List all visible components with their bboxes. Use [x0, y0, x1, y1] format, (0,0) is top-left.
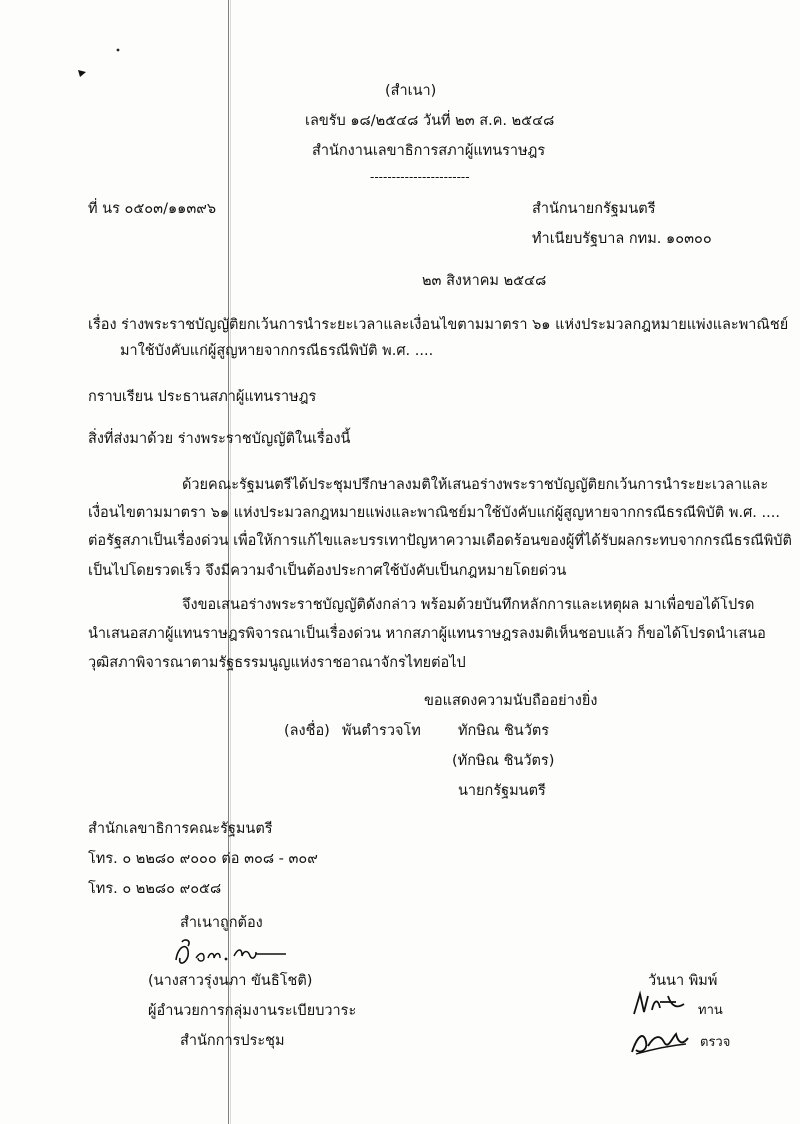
typist-role: ทาน	[698, 1003, 723, 1018]
letter-date: ๒๓ สิงหาคม ๒๕๔๘	[422, 273, 547, 289]
subject-line-1: เรื่อง ร่างพระราชบัญญัติยกเว้นการนำระยะเวลาและเงื่อนไขตามมาตรา ๖๑ แห่งประมวลกฎหมายแพ่งและพาณิชย์	[88, 317, 789, 333]
checker-initials-signature	[626, 1024, 696, 1060]
typist-initials-signature	[628, 988, 698, 1022]
body-p1-line-3: ต่อรัฐสภาเป็นเรื่องด่วน เพื่อให้การแก้ไขและบรรเทาปัญหาความเดือดร้อนของผู้ที่ได้รับผลกระทบจากกรณีธรณีพิบัติ	[88, 533, 792, 549]
body-p2-line-2: นำเสนอสภาผู้แทนราษฎรพิจารณาเป็นเรื่องด่วน หากสภาผู้แทนราษฎรลงมติเห็นชอบแล้ว ก็ขอได้โปรดนำเสนอ	[88, 626, 766, 642]
certified-copy-label: สำเนาถูกต้อง	[180, 915, 263, 931]
body-p1-line-1: ด้วยคณะรัฐมนตรีได้ประชุมปรึกษาลงมติให้เสนอร่างพระราชบัญญัติยกเว้นการนำระยะเวลาและ	[182, 477, 769, 493]
certifier-position: ผู้อำนวยการกลุ่มงานระเบียบวาระ	[148, 1003, 357, 1019]
contact-fax: โทร. ๐ ๒๒๘๐ ๙๐๕๘	[88, 881, 222, 897]
body-p1-line-2: เงื่อนไขตามมาตรา ๖๑ แห่งประมวลกฎหมายแพ่งและพาณิชย์มาใช้บังคับแก่ผู้สูญหายจากกรณีธรณีพิบัติ พ.ศ. ....	[88, 505, 780, 521]
reference-number: ที่ นร ๐๕๐๓/๑๑๓๙๖	[88, 201, 217, 217]
typist-label: วันนา พิมพ์	[648, 973, 718, 989]
certifier-name: (นางสาวรุ่งนภา ขันธิโชติ)	[148, 973, 313, 989]
body-p1-line-4: เป็นไปโดยรวดเร็ว จึงมีความจำเป็นต้องประกาศใช้บังคับเป็นกฎหมายโดยด่วน	[88, 563, 567, 579]
signer-rank: พันตำรวจโท	[342, 723, 421, 739]
subject-line-2: มาใช้บังคับแก่ผู้สูญหายจากกรณีธรณีพิบัติ พ.ศ. ....	[120, 343, 434, 359]
enclosure: สิ่งที่ส่งมาด้วย ร่างพระราชบัญญัติในเรื่องนี้	[88, 431, 351, 447]
salutation: กราบเรียน ประธานสภาผู้แทนราษฎร	[88, 389, 317, 405]
receipt-line: เลขรับ ๑๘/๒๕๔๘ วันที่ ๒๓ ส.ค. ๒๕๔๘	[305, 113, 555, 129]
contact-office: สำนักเลขาธิการคณะรัฐมนตรี	[88, 821, 273, 837]
sender-office: สำนักนายกรัฐมนตรี	[532, 201, 656, 217]
certifier-signature	[168, 934, 298, 974]
signer-name-parenthesized: (ทักษิณ ชินวัตร)	[452, 753, 555, 769]
body-p2-line-3: วุฒิสภาพิจารณาตามรัฐธรรมนูญแห่งราชอาณาจักรไทยต่อไป	[88, 655, 466, 671]
sender-address: ทำเนียบรัฐบาล กทม. ๑๐๓๐๐	[532, 231, 712, 247]
copy-label: (สำเนา)	[385, 83, 437, 99]
scan-speck-marks	[70, 40, 130, 90]
signer-name: ทักษิณ ชินวัตร	[458, 723, 550, 739]
header-divider: -----------------------	[370, 170, 470, 184]
signed-label: (ลงชื่อ)	[284, 723, 330, 739]
certifier-department: สำนักการประชุม	[180, 1033, 285, 1049]
closing-regards: ขอแสดงความนับถืออย่างยิ่ง	[424, 693, 598, 709]
checker-role: ตรวจ	[700, 1035, 731, 1050]
office-line: สำนักงานเลขาธิการสภาผู้แทนราษฎร	[312, 143, 546, 159]
contact-phone: โทร. ๐ ๒๒๘๐ ๙๐๐๐ ต่อ ๓๐๘ - ๓๐๙	[88, 851, 318, 867]
signer-title: นายกรัฐมนตรี	[458, 783, 546, 799]
body-p2-line-1: จึงขอเสนอร่างพระราชบัญญัติดังกล่าว พร้อมด้วยบันทึกหลักการและเหตุผล มาเพื่อขอได้โปรด	[182, 597, 755, 613]
